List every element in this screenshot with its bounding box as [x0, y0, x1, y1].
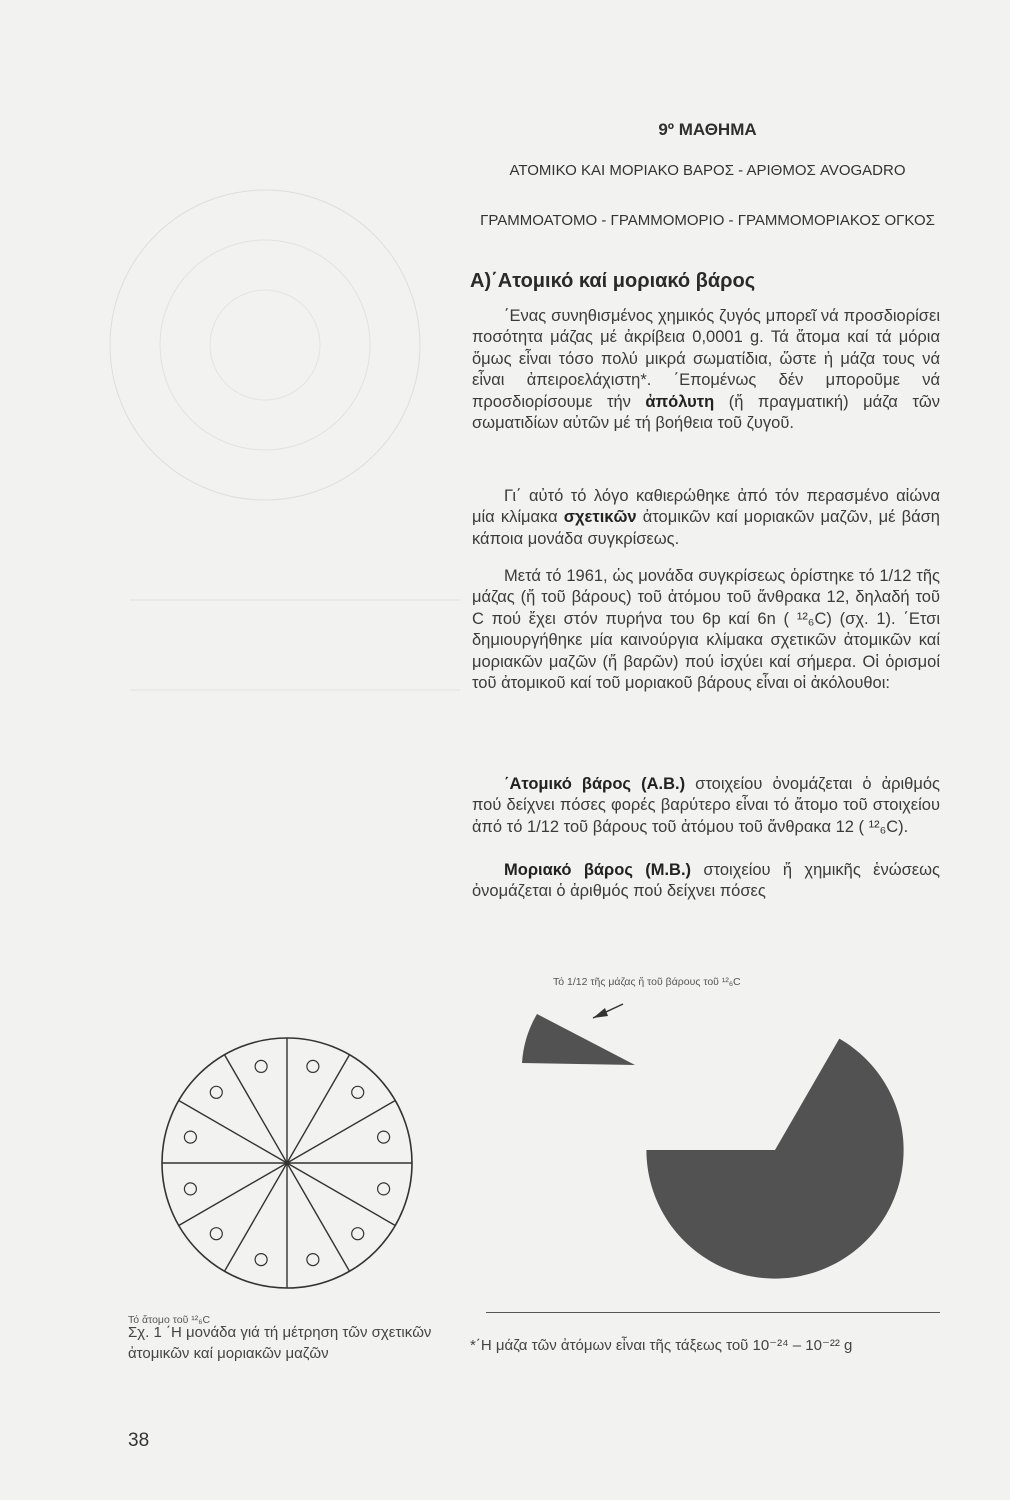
atom-diagram [157, 1033, 417, 1293]
pie-diagram [505, 990, 905, 1290]
sector-divider [179, 1163, 287, 1226]
paragraph-relative-scale [472, 486, 940, 550]
nucleon-circle [352, 1086, 364, 1098]
paragraph-text: Μετά τό 1961, ὡς μονάδα συγκρίσεως ὁρίστηκε τό 1/12 τῆς μάζας (ἤ τοῦ βάρους) τοῦ ἀτόμου τοῦ ἄνθρακα 12, δηλαδή τοῦ C πού ἔχει στόν πυρήνα του 6p καί 6n ( ¹²₆C) (σχ. 1). ΄Ετσι δημιουργήθηκε μία καινούργια κλίμακα σχετικῶν ἀτομικῶν καί μοριακῶν μαζῶν (ἤ βαρῶν) πού ἰσχύει καί σήμερα. Οἱ ὁρισμοί τοῦ ἀτομικοῦ καί τοῦ μοριακοῦ βάρους εἶναι οἱ ἀκόλουθοι: [472, 567, 940, 693]
lesson-subtitle: ΓΡΑΜΜΟΑΤΟΜΟ - ΓΡΑΜΜΟΜΟΡΙΟ - ΓΡΑΜΜΟΜΟΡΙΑΚΟΣ ΟΓΚΟΣ [480, 212, 935, 229]
bold-term-atomic-weight: ΄Ατομικό βάρος (Α.Β.) [504, 775, 686, 793]
paragraph-molecular-weight [472, 860, 940, 903]
sector-divider [179, 1101, 287, 1164]
nucleon-circle [255, 1060, 267, 1072]
paragraph-text: στοιχείου ἤ χημικῆς ἑνώσεως ὀνομάζεται ὁ ἀριθμός πού δείχνει πόσες [472, 861, 940, 901]
sector-divider [287, 1101, 395, 1164]
nucleon-circle [210, 1086, 222, 1098]
paragraph-text: ΄Ενας συνηθισμένος χημικός ζυγός μπορεῖ νά προσδιορίσει ποσότητα μάζας μέ ἀκρίβεια 0,0001 g. Τά ἄτομα καί τά μόρια ὅμως εἶναι τόσο πολύ μικρά σωματίδια, ὥστε ἡ μάζα τους νά εἶναι ἀπειροελάχιστη*. ΄Επομένως δέν μποροῦμε νά προσδιορίσουμε τήν [472, 307, 940, 411]
sector-divider [287, 1163, 350, 1271]
paragraph-text: ἀτομικῶν καί μοριακῶν μαζῶν, μέ βάση κάποια μονάδα συγκρίσεως. [472, 508, 940, 548]
nucleon-circle [184, 1183, 196, 1195]
sector-divider [225, 1163, 288, 1271]
paragraph-atomic-weight [472, 774, 940, 838]
pie-remainder [646, 1039, 903, 1279]
nucleon-circle [378, 1131, 390, 1143]
paragraph-text: Γι΄ αὐτό τό λόγο καθιερώθηκε ἀπό τόν περασμένο αἰώνα μία κλίμακα [472, 487, 940, 527]
bold-term-molecular-weight: Μοριακό βάρος (Μ.Β.) [504, 861, 692, 879]
lesson-number: 9º ΜΑΘΗΜΑ [658, 120, 757, 139]
bold-term-absolute: ἀπόλυτη [645, 392, 715, 411]
nucleon-circle [307, 1060, 319, 1072]
lesson-title: ΑΤΟΜΙΚΟ ΚΑΙ ΜΟΡΙΑΚΟ ΒΑΡΟΣ - ΑΡΙΘΜΟΣ AVOGADRO [509, 162, 906, 179]
atom-caption: Τό ἄτομο τοῦ ¹²₆C [128, 1314, 211, 1326]
paragraph-unit-definition [472, 566, 940, 694]
paragraph-text: στοιχείου ὀνομάζεται ὁ ἀριθμός πού δείχνει πόσες φορές βαρύτερο εἶναι τό ἄτομο τοῦ στοιχείου ἀπό τό 1/12 τοῦ βάρους τοῦ ἀτόμου τοῦ ἄνθρακα 12 ( ¹²₆C). [472, 775, 940, 836]
footnote-rule [486, 1312, 940, 1313]
paragraph-absolute-mass [472, 306, 940, 434]
sector-divider [287, 1055, 350, 1163]
page-number: 38 [128, 1430, 150, 1451]
sector-divider [225, 1055, 288, 1163]
nucleon-circle [307, 1254, 319, 1266]
nucleon-circle [352, 1228, 364, 1240]
nucleon-circle [255, 1254, 267, 1266]
pie-twelfth-slice [522, 1014, 635, 1065]
arrow-icon [593, 1004, 623, 1018]
section-heading: Α)΄Ατομικό καί μοριακό βάρος [470, 270, 756, 292]
paragraph-text: (ἤ πραγματική) μάζα τῶν σωματιδίων αὐτῶν μέ τή βοήθεια τοῦ ζυγοῦ. [472, 392, 940, 433]
sector-divider [287, 1163, 395, 1226]
footnote: *΄Η μάζα τῶν ἀτόμων εἶναι τῆς τάξεως τοῦ 10⁻²⁴ – 10⁻²² g [470, 1337, 853, 1354]
nucleon-circle [210, 1228, 222, 1240]
nucleon-circle [184, 1131, 196, 1143]
figure-caption: Σχ. 1 ΄Η μονάδα γιά τή μέτρηση τῶν σχετικῶν ἀτομικῶν καί μοριακῶν μαζῶν [128, 1324, 432, 1362]
nucleon-circle [378, 1183, 390, 1195]
bold-term-relative: σχετικῶν [563, 508, 637, 527]
pie-caption: Τό 1/12 τῆς μάζας ἤ τοῦ βάρους τοῦ ¹²₆C [553, 976, 741, 988]
